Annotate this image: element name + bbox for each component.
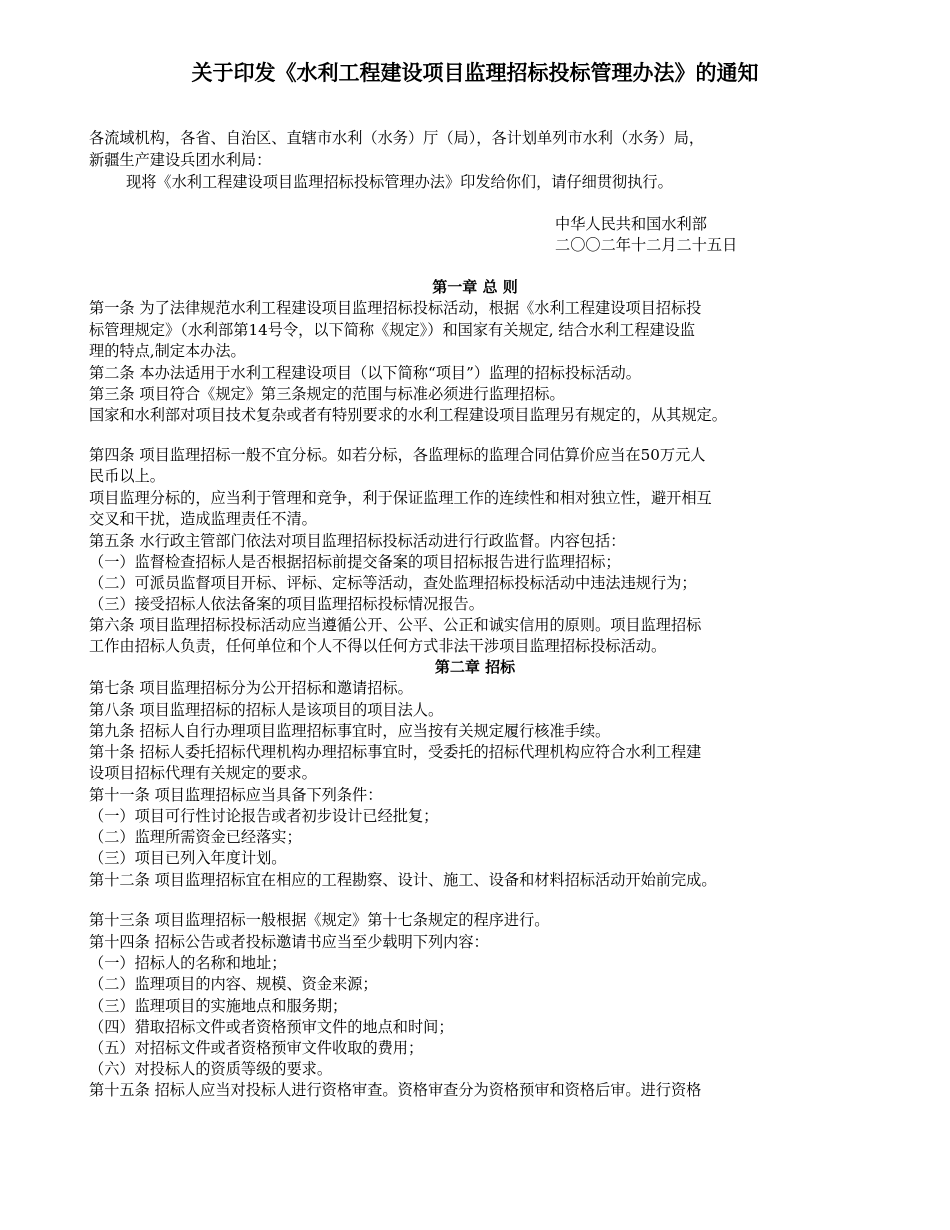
- text-line: 民币以上。: [89, 467, 165, 485]
- text-line: 工作由招标人负责，任何单位和个人不得以任何方式非法干涉项目监理招标投标活动。: [89, 637, 667, 655]
- text-line: （一）招标人的名称和地址；: [89, 954, 287, 972]
- text-line: 第二条 本办法适用于水利工程建设项目（以下简称“项目”）监理的招标投标活动。: [89, 364, 641, 382]
- text-line: （三）项目已列入年度计划。: [89, 849, 287, 867]
- text-line: （二）可派员监督项目开标、评标、定标等活动，查处监理招标投标活动中违法违规行为；: [89, 574, 697, 592]
- text-line: 项目监理分标的，应当利于管理和竞争，利于保证监理工作的连续性和相对独立性，避开相互: [89, 489, 712, 507]
- text-line: 第八条 项目监理招标的招标人是该项目的项目法人。: [89, 701, 444, 719]
- text-line: 国家和水利部对项目技术复杂或者有特别要求的水利工程建设项目监理另有规定的，从其规定。: [89, 406, 727, 424]
- text-line: 第六条 项目监理招标投标活动应当遵循公开、公平、公正和诚实信用的原则。项目监理招标: [89, 616, 702, 634]
- text-line: 第十一条 项目监理招标应当具备下列条件：: [89, 786, 383, 804]
- text-line: （二）监理项目的内容、规模、资金来源；: [89, 975, 378, 993]
- text-line: （六）对投标人的资质等级的要求。: [89, 1060, 332, 1078]
- text-line: 第九条 招标人自行办理项目监理招标事宜时，应当按有关规定履行核准手续。: [89, 722, 611, 740]
- salutation-line: 各流域机构，各省、自治区、直辖市水利（水务）厅（局），各计划单列市水利（水务）局，: [89, 129, 705, 147]
- text-line: 第一条 为了法律规范水利工程建设项目监理招标投标活动，根据《水利工程建设项目招标投: [89, 299, 702, 317]
- text-line: （三）接受招标人依法备案的项目监理招标投标情况报告。: [89, 595, 484, 613]
- text-line: 第四条 项目监理招标一般不宜分标。如若分标，各监理标的监理合同估算价应当在50万元人: [89, 446, 706, 464]
- text-line: （三）监理项目的实施地点和服务期；: [89, 997, 348, 1015]
- text-line: （一）项目可行性讨论报告或者初步设计已经批复；: [89, 807, 439, 825]
- signature-org: 中华人民共和国水利部: [555, 215, 707, 233]
- text-line: 第十四条 招标公告或者投标邀请书应当至少载明下列内容：: [89, 933, 489, 951]
- text-line: 设项目招标代理有关规定的要求。: [89, 764, 317, 782]
- chapter-heading: 第二章 招标: [434, 658, 516, 676]
- text-line: （五）对招标文件或者资格预审文件收取的费用；: [89, 1039, 424, 1057]
- text-line: 第十二条 项目监理招标宜在相应的工程勘察、设计、施工、设备和材料招标活动开始前完成。: [89, 871, 717, 889]
- salutation-line: 新疆生产建设兵团水利局：: [89, 151, 272, 169]
- text-line: 第五条 水行政主管部门依法对项目监理招标投标活动进行行政监督。内容包括：: [89, 532, 626, 550]
- text-line: （二）监理所需资金已经落实；: [89, 828, 302, 846]
- text-line: 第十五条 招标人应当对投标人进行资格审查。资格审查分为资格预审和资格后审。进行资格: [89, 1081, 702, 1099]
- text-line: 标管理规定》（水利部第14号令，以下简称《规定》）和国家有关规定, 结合水利工程建设监: [89, 321, 696, 339]
- signature-date: 二〇〇二年十二月二十五日: [555, 236, 738, 254]
- text-line: （一）监督检查招标人是否根据招标前提交备案的项目招标报告进行监理招标；: [89, 553, 621, 571]
- text-line: 第十三条 项目监理招标一般根据《规定》第十七条规定的程序进行。: [89, 911, 550, 929]
- text-line: 理的特点,制定本办法。: [89, 342, 246, 360]
- document-title: 关于印发《水利工程建设项目监理招标投标管理办法》的通知: [191, 61, 759, 85]
- text-line: 第三条 项目符合《规定》第三条规定的范围与标准必须进行监理招标。: [89, 385, 565, 403]
- text-line: 第十条 招标人委托招标代理机构办理招标事宜时，受委托的招标代理机构应符合水利工程建: [89, 743, 702, 761]
- text-line: （四）猎取招标文件或者资格预审文件的地点和时间；: [89, 1018, 454, 1036]
- chapter-heading: 第一章 总 则: [432, 278, 518, 296]
- intro-paragraph: 现将《水利工程建设项目监理招标投标管理办法》印发给你们，请仔细贯彻执行。: [126, 173, 673, 191]
- text-line: 交叉和干扰，造成监理责任不清。: [89, 510, 317, 528]
- text-line: 第七条 项目监理招标分为公开招标和邀请招标。: [89, 679, 413, 697]
